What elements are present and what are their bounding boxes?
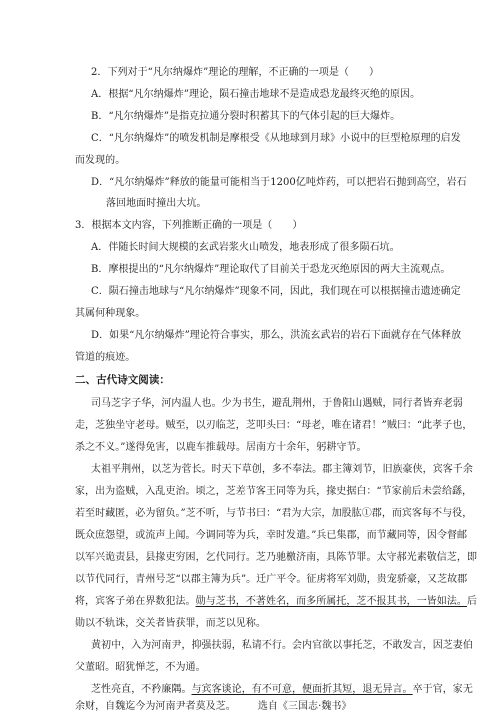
passage-line: 勋以不轨诛，交关者皆获罪，而芝以见称。: [75, 618, 266, 629]
q2-option-c-line2: 而发现的。: [75, 155, 126, 166]
passage-text: 余财，自魏迄今为河南尹者莫及芝。: [75, 701, 236, 712]
passage-line: 太祖平荆州，以芝为菅长。时天下草创，多不奉法。郡主簿刘节，旧族豪侠，宾客千余: [91, 464, 473, 475]
passage-line: 父董昭。昭犹惮芝，不为通。: [75, 662, 206, 673]
passage-line: 司马芝字子华，河内温人也。少为书生，避乱荆州，于鲁阳山遇贼，同行者皆弃老弱: [91, 398, 463, 409]
passage-line: 以节代同行，青州号芝“以郡主簿为兵”。迁广平令。征虏将军刘勋，贵宠骄豪，又芝故郡: [75, 574, 468, 585]
passage-line: 家，出为盗贼，入乱吏治。顷之，芝差节客王同等为兵，掾史据白：“节家前后未尝给繇，: [75, 486, 473, 497]
q3-option-c-line1: C．陨石撞击地球与“凡尔纳爆炸”现象不同，因此，我们现在可以根据撞击遗迹确定: [91, 286, 461, 297]
passage-line: 既众庶怨望，或流声上闻。今调同等为兵，幸时发遣。”兵已集郡，而节藏同等，因令督邮: [75, 530, 468, 541]
q3-option-d-line1: D．如果“凡尔纳爆炸”理论符合事实，那么，洪流玄武岩的岩石下面就存在气体释放: [91, 330, 462, 341]
passage-text: 将，宾客子弟在界数犯法。: [75, 596, 196, 607]
underlined-sentence-1: 勋与芝书，不著姓名，而多所属托，芝不报其书，一皆如法。: [195, 596, 467, 607]
q2-option-a: A．根据“凡尔纳爆炸”理论，陨石撞击地球不是造成恐龙最终灭绝的原因。: [91, 89, 421, 100]
passage-text: 后: [466, 596, 478, 607]
q3-option-b: B．摩根提出的“凡尔纳爆炸”理论取代了目前关于恐龙灭绝原因的两大主流观点。: [91, 264, 451, 275]
section-heading: 二、古代诗文阅读：: [75, 374, 170, 386]
q2-option-d-line2: 落回地面时撞出大坑。: [106, 198, 207, 209]
passage-line: 以军兴诡责县，县掾吏穷困，乞代同行。芝乃驰檄济南，具陈节罪。太守郝光素敬信芝，即: [75, 552, 477, 563]
passage-line-underlined: [75, 595, 477, 608]
passage-text: 芝性亮直，不矜廉隅。: [91, 684, 192, 695]
underlined-sentence-2: 与宾客谈论，有不可意，便面折其短，退无异言。: [191, 684, 413, 695]
q2-option-b: B．“凡尔纳爆炸”是指克拉通分裂时积蓄其下的气体引起的巨大爆炸。: [91, 111, 401, 122]
q3-option-c-line2: 其属何种现象。: [75, 308, 146, 319]
question-2-stem: 2．下列对于“凡尔纳爆炸”理论的理解，不正确的一项是（ ）: [91, 67, 380, 78]
passage-line-underlined: [91, 683, 473, 696]
passage-line: 杀之不义。”遂得免害，以鹿车推载母。居南方十余年，躬耕守节。: [75, 442, 367, 453]
passage-line: 走，芝独坐守老母。贼至，以刃临芝，芝叩头曰：“母老，唯在诸君！”贼曰：“此孝子也，: [75, 420, 473, 431]
question-3-stem: 3．根据本文内容，下列推断正确的一项是（ ）: [75, 220, 303, 231]
passage-text: 卒于官，家无: [412, 684, 473, 695]
passage-line: 黄初中，入为河南尹，抑强扶弱，私请不行。会内官欲以事托芝，不敢发言，因芝妻伯: [91, 640, 473, 651]
passage-line: 若至时藏匿，必为留负。”芝不听，与节书曰：“君为大宗，加股肱①郡，而宾客每不与役，: [75, 508, 473, 519]
q2-option-d-line1: D．“凡尔纳爆炸”释放的能量可能相当于1200亿吨炸药，可以把岩石抛到高空，岩石: [91, 177, 467, 188]
source-citation: 选自《三国志·魏书》: [257, 701, 352, 712]
q3-option-a: A．伴随长时间大规模的玄武岩浆火山喷发，地表形成了很多陨石坑。: [91, 242, 400, 253]
q2-option-c-line1: C．“凡尔纳爆炸”的喷发机制是摩根受《从地球到月球》小说中的巨型枪原理的启发: [91, 133, 461, 144]
q3-option-d-line2: 管道的痕迹。: [75, 352, 136, 363]
